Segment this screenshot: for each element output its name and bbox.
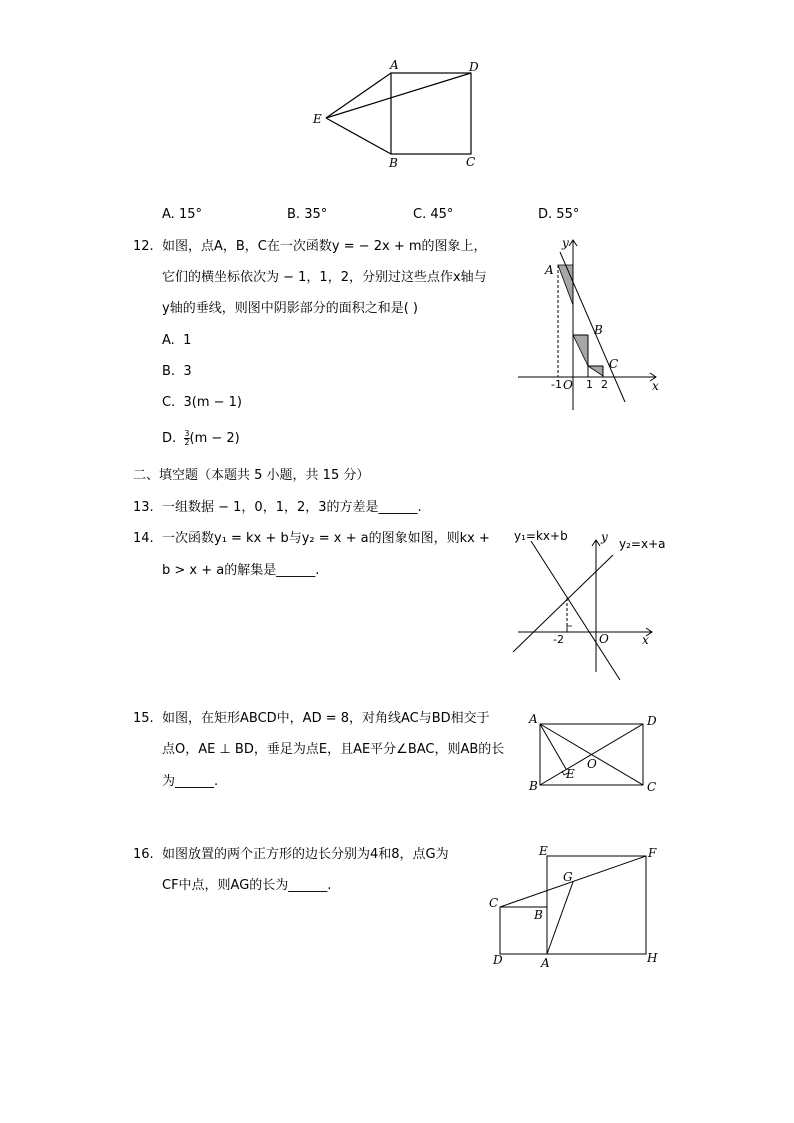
q16-segment-cf <box>500 856 646 907</box>
q14-label-x: x <box>642 633 649 647</box>
q14-tick-neg2: -2 <box>553 633 564 646</box>
q14-label-origin: O <box>599 632 609 646</box>
q16-line-1: 如图放置的两个正方形的边长分别为4和8，点G为 <box>162 847 449 862</box>
q15-label-e: E <box>566 767 575 781</box>
q14-line-2: b > x + a的解集是______. <box>162 563 320 578</box>
q12-option-d-fraction: $\frac{3}{2}$ <box>184 429 190 447</box>
q12-option-a[interactable]: A. 1 <box>162 333 192 348</box>
q13-text: 一组数据 − 1，0，1，2，3的方差是______. <box>162 500 422 515</box>
q12-option-c[interactable]: C. 3(m − 1) <box>162 395 242 410</box>
q15-number: 15. <box>133 711 154 726</box>
q11-label-e: E <box>313 112 322 126</box>
q12-label-a: A <box>545 263 554 277</box>
q12-line-1: 如图，点A，B，C在一次函数y = − 2x + m的图象上， <box>162 239 487 254</box>
section-2-title: 二、填空题（本题共 5 小题，共 15 分） <box>133 468 370 483</box>
q15-line-2: 点O，AE ⊥ BD，垂足为点E，且AE平分∠BAC，则AB的长 <box>162 742 505 757</box>
q11-option-a[interactable]: A. 15° <box>162 207 202 222</box>
q12-label-x: x <box>652 379 659 393</box>
q11-label-c: C <box>466 155 476 169</box>
q16-label-h: H <box>647 951 658 965</box>
q15-label-d: D <box>647 714 657 728</box>
q11-label-d: D <box>469 60 479 74</box>
q16-label-b: B <box>534 908 543 922</box>
q14-label-y1: y₁=kx+b <box>514 529 568 543</box>
q11-label-b: B <box>389 156 398 170</box>
q14-line-1: 一次函数y₁ = kx + b与y₂ = x + a的图象如图，则kx + <box>162 531 490 546</box>
q12-label-c: C <box>609 357 619 371</box>
q13-number: 13. <box>133 500 154 515</box>
q16-label-c: C <box>489 896 499 910</box>
q16-segment-ag <box>547 882 573 954</box>
q11-option-b[interactable]: B. 35° <box>287 207 328 222</box>
q15-label-a: A <box>529 712 538 726</box>
q16-label-f: F <box>648 846 657 860</box>
q12-label-origin: O <box>563 378 573 392</box>
q12-option-b[interactable]: B. 3 <box>162 364 192 379</box>
q16-label-a: A <box>541 956 550 970</box>
q16-label-d: D <box>493 953 503 967</box>
q16-number: 16. <box>133 847 154 862</box>
q12-tick-2: 2 <box>601 378 608 391</box>
q12-line-3: y轴的垂线，则图中阴影部分的面积之和是( ) <box>162 301 418 316</box>
q12-tick-1: 1 <box>586 378 593 391</box>
q14-label-y: y <box>601 530 608 544</box>
q11-label-a: A <box>390 58 399 72</box>
q15-line-1: 如图，在矩形ABCD中，AD = 8，对角线AC与BD相交于 <box>162 711 490 726</box>
q12-label-y: y <box>562 236 569 250</box>
q14-number: 14. <box>133 531 154 546</box>
q16-label-g: G <box>563 870 573 884</box>
q12-option-d[interactable]: D. $\frac{3}{2}$ (m − 2) <box>162 429 240 447</box>
q15-label-b: B <box>529 779 538 793</box>
q14-label-y2: y₂=x+a <box>619 537 666 551</box>
q12-tick-neg1: -1 <box>551 378 562 391</box>
q11-option-c[interactable]: C. 45° <box>413 207 454 222</box>
q15-label-c: C <box>647 780 657 794</box>
q12-number: 12. <box>133 239 154 254</box>
q16-line-2: CF中点，则AG的长为______. <box>162 878 332 893</box>
q11-option-d[interactable]: D. 55° <box>538 207 580 222</box>
q16-label-e: E <box>539 844 548 858</box>
q16-large-square <box>547 856 646 954</box>
q15-line-3: 为______. <box>162 774 219 789</box>
q15-label-o: O <box>587 757 597 771</box>
q12-label-b: B <box>594 323 603 337</box>
q12-line-2: 它们的横坐标依次为 − 1，1，2，分别过这些点作x轴与 <box>162 270 487 285</box>
